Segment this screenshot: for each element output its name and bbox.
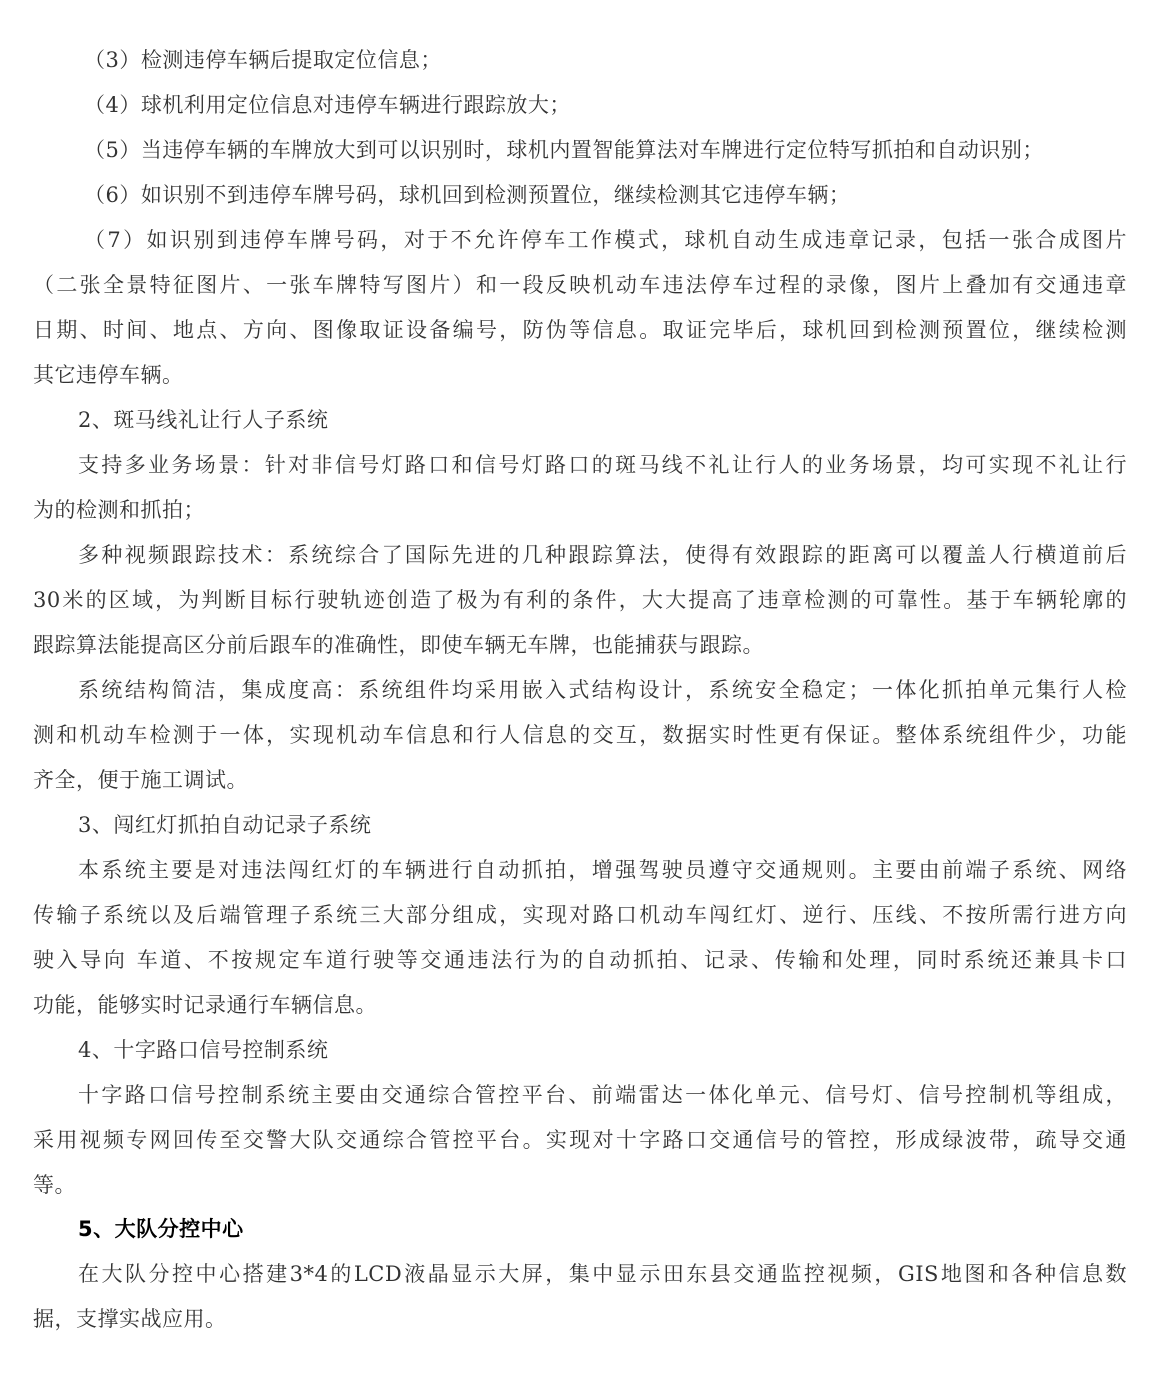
section-2-para-3-line-2: 测和机动车检测于一体，实现机动车信息和行人信息的交互，数据实时性更有保证。整体系统组件少，功能 — [33, 723, 1127, 747]
section-2-para-2-line-2: 30米的区域，为判断目标行驶轨迹创造了极为有利的条件，大大提高了违章检测的可靠性。基于车辆轮廓的 — [33, 588, 1127, 612]
section-3-heading: 3、闯红灯抓拍自动记录子系统 — [78, 813, 372, 837]
list-item-7-line-2: （二张全景特征图片、一张车牌特写图片）和一段反映机动车违法停车过程的录像，图片上叠加有交通违章 — [33, 273, 1127, 297]
section-5-para-line-1: 在大队分控中心搭建3*4的LCD液晶显示大屏，集中显示田东县交通监控视频，GIS地图和各种信息数 — [78, 1262, 1127, 1286]
list-item-6: （6）如识别不到违停车牌号码，球机回到检测预置位，继续检测其它违停车辆； — [84, 183, 851, 207]
section-2-heading: 2、斑马线礼让行人子系统 — [78, 408, 329, 432]
section-3-para-line-4: 功能，能够实时记录通行车辆信息。 — [33, 993, 377, 1017]
list-item-4: （4）球机利用定位信息对违停车辆进行跟踪放大； — [84, 93, 571, 117]
section-2-para-1-line-2: 为的检测和抓拍； — [33, 498, 205, 522]
section-2-para-1-line-1: 支持多业务场景：针对非信号灯路口和信号灯路口的斑马线不礼让行人的业务场景，均可实现不礼让行 — [78, 453, 1127, 477]
section-4-heading: 4、十字路口信号控制系统 — [78, 1038, 329, 1062]
section-4-para-line-3: 等。 — [33, 1173, 76, 1197]
section-4-para-line-2: 采用视频专网回传至交警大队交通综合管控平台。实现对十字路口交通信号的管控，形成绿波带，疏导交通 — [33, 1128, 1127, 1152]
list-item-7-line-3: 日期、时间、地点、方向、图像取证设备编号，防伪等信息。取证完毕后，球机回到检测预置位，继续检测 — [33, 318, 1127, 342]
section-3-para-line-2: 传输子系统以及后端管理子系统三大部分组成，实现对路口机动车闯红灯、逆行、压线、不按所需行进方向 — [33, 903, 1127, 927]
section-5-para-line-2: 据，支撑实战应用。 — [33, 1307, 227, 1331]
list-item-5: （5）当违停车辆的车牌放大到可以识别时，球机内置智能算法对车牌进行定位特写抓拍和自动识别； — [84, 138, 1044, 162]
section-2-para-2-line-1: 多种视频跟踪技术：系统综合了国际先进的几种跟踪算法，使得有效跟踪的距离可以覆盖人行横道前后 — [78, 543, 1127, 567]
list-item-7-line-4: 其它违停车辆。 — [33, 363, 184, 387]
section-3-para-line-3: 驶入导向 车道、不按规定车道行驶等交通违法行为的自动抓拍、记录、传输和处理，同时系统还兼具卡口 — [33, 948, 1127, 972]
list-item-7-line-1: （7）如识别到违停车牌号码，对于不允许停车工作模式，球机自动生成违章记录，包括一张合成图片 — [84, 228, 1127, 252]
section-2-para-3-line-1: 系统结构简洁，集成度高：系统组件均采用嵌入式结构设计，系统安全稳定；一体化抓拍单元集行人检 — [78, 678, 1127, 702]
section-3-para-line-1: 本系统主要是对违法闯红灯的车辆进行自动抓拍，增强驾驶员遵守交通规则。主要由前端子系统、网络 — [78, 858, 1127, 882]
section-4-para-line-1: 十字路口信号控制系统主要由交通综合管控平台、前端雷达一体化单元、信号灯、信号控制机等组成， — [78, 1083, 1127, 1107]
section-2-para-2-line-3: 跟踪算法能提高区分前后跟车的准确性，即使车辆无车牌，也能捕获与跟踪。 — [33, 633, 764, 657]
section-2-para-3-line-3: 齐全，便于施工调试。 — [33, 768, 248, 792]
list-item-3: （3）检测违停车辆后提取定位信息； — [84, 48, 442, 72]
section-5-heading: 5、大队分控中心 — [78, 1217, 244, 1241]
